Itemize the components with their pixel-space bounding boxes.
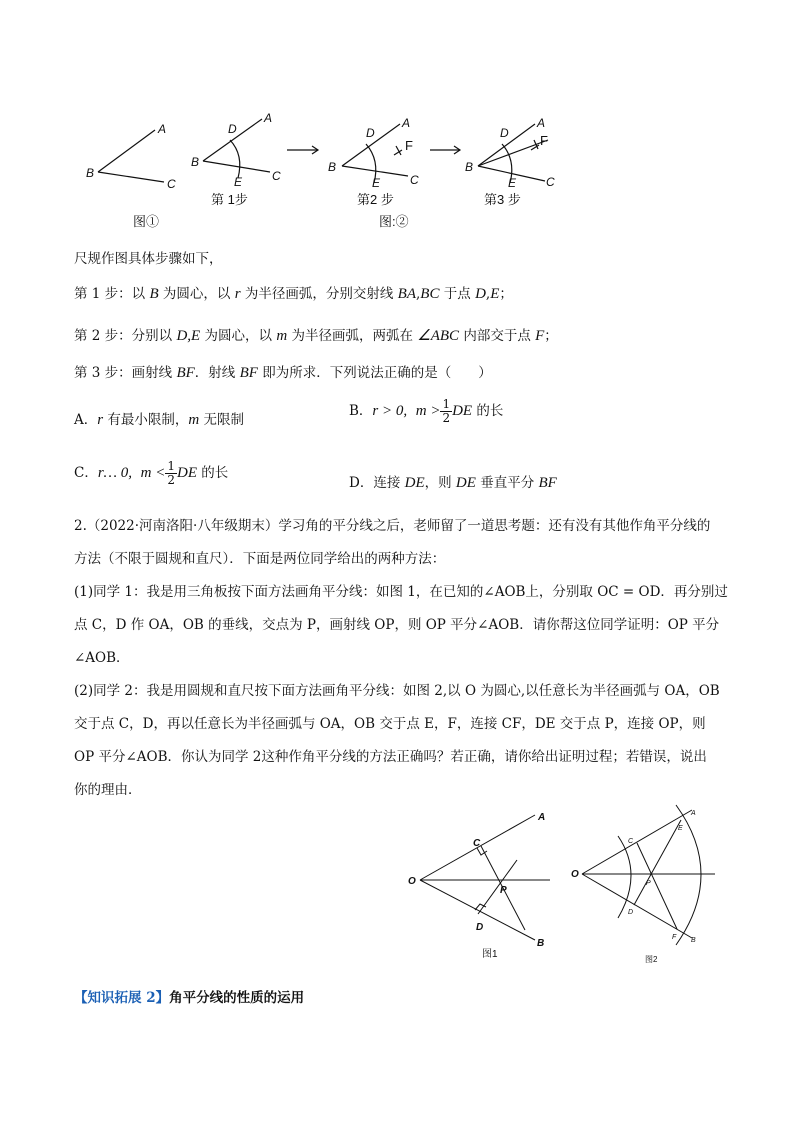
option-a[interactable]: A．r 有最小限制，m 无限制 bbox=[74, 412, 245, 428]
fig-label-E: E bbox=[372, 176, 381, 190]
fig2-label-B: B bbox=[691, 937, 696, 944]
step-3: 第 3 步：画射线 BF．射线 BF 即为所求．下列说法正确的是（ ） bbox=[74, 365, 492, 381]
fig1-label-A: A bbox=[538, 812, 546, 823]
fig2-label-F: F bbox=[672, 934, 677, 941]
fig-label-C: C bbox=[410, 173, 419, 187]
q2-part2-line4: 你的理由． bbox=[74, 782, 142, 798]
section-heading: 【知识拓展 2】角平分线的性质的运用 bbox=[74, 990, 305, 1006]
fig-label-D: D bbox=[500, 126, 509, 140]
fig-label-E: E bbox=[508, 176, 517, 190]
q2-part2-line1: (2)同学 2：我是用圆规和直尺按下面方法画角平分线：如图 2,以 O 为圆心,以任意长为半径画弧与 OA，OB bbox=[74, 683, 720, 699]
q2-part1-line3: ∠AOB． bbox=[74, 650, 130, 666]
q2-intro-2: 方法（不限于圆规和直尺）．下面是两位同学给出的两种方法： bbox=[74, 551, 446, 567]
fig2-label-D: D bbox=[628, 909, 634, 916]
q2-intro-1: 2.（2022·河南洛阳·八年级期末）学习角的平分线之后，老师留了一道思考题：还有没有其他作角平分线的 bbox=[74, 518, 711, 534]
fig-label-B: B bbox=[465, 160, 474, 174]
fig2-label-P: P bbox=[646, 880, 651, 887]
option-c[interactable]: C．r… 0, m < $\frac{1}{2}$ DE 的长 bbox=[74, 459, 229, 487]
fig-label-C: C bbox=[272, 169, 281, 183]
fig-label-B: B bbox=[86, 166, 95, 180]
fig2-label-A: A bbox=[691, 810, 696, 817]
fig-label-D: D bbox=[228, 122, 237, 136]
step-2: 第 2 步：分别以 D,E 为圆心，以 m 为半径画弧，两弧在 ∠ABC 内部交于点 F； bbox=[74, 328, 558, 344]
fig-label-A: A bbox=[158, 122, 167, 136]
q2-part2-line3: OP 平分∠AOB．你认为同学 2这种作角平分线的方法正确吗？若正确，请你给出证明过程；若错误，说出 bbox=[74, 749, 707, 765]
question-2 bbox=[74, 510, 734, 807]
q2-part1-line2: 点 C，D 作 OA，OB 的垂线，交点为 P，画射线 OP，则 OP 平分∠AOB．请你帮这位同学证明：OP 平分 bbox=[74, 617, 720, 633]
fig-label-A: A bbox=[264, 111, 273, 125]
fig2-label-E: E bbox=[678, 825, 683, 832]
fig-label-F: F bbox=[540, 133, 548, 148]
fig2-label-C: C bbox=[628, 838, 634, 845]
fig1-label-P: P bbox=[500, 885, 507, 896]
fig-label-C: C bbox=[167, 177, 176, 191]
intro-text: 尺规作图具体步骤如下， bbox=[74, 251, 223, 267]
fig-label-C: C bbox=[546, 175, 555, 189]
caption-fig-1: 图1 bbox=[482, 949, 498, 960]
fig-label-B: B bbox=[328, 160, 337, 174]
caption-step2: 第2 步 bbox=[357, 192, 394, 207]
caption-fig-2: 图2 bbox=[645, 955, 658, 964]
fig-label-B: B bbox=[191, 155, 200, 169]
option-b[interactable]: B．r > 0, m > $\frac{1}{2}$ DE 的长 bbox=[349, 397, 504, 425]
q2-part2-line2: 交于点 C，D，再以任意长为半径画弧与 OA，OB 交于点 E，F，连接 CF，DE 交于点 P，连接 OP，则 bbox=[74, 716, 706, 732]
step-1: 第 1 步：以 B 为圆心，以 r 为半径画弧，分别交射线 BA,BC 于点 D,E； bbox=[74, 286, 513, 302]
fig1-label-O: O bbox=[408, 876, 416, 887]
caption-fig1: 图① bbox=[133, 214, 160, 229]
fig-label-A: A bbox=[402, 116, 411, 130]
construction-steps-figure bbox=[0, 100, 794, 240]
fig-label-A: A bbox=[537, 116, 546, 130]
fig1-label-C: C bbox=[473, 838, 481, 849]
fig1-label-B: B bbox=[537, 938, 545, 949]
caption-fig2: 图:② bbox=[379, 214, 409, 229]
q2-part1-line1: (1)同学 1：我是用三角板按下面方法画角平分线：如图 1，在已知的∠AOB上，分别取 OC = OD．再分别过 bbox=[74, 584, 728, 600]
fig-label-D: D bbox=[366, 126, 375, 140]
fig-label-E: E bbox=[234, 175, 243, 189]
option-d[interactable]: D．连接 DE，则 DE 垂直平分 BF bbox=[349, 475, 557, 491]
fig-label-F: F bbox=[405, 138, 413, 153]
angle-bisector-figures bbox=[0, 800, 794, 970]
fig1-label-D: D bbox=[476, 922, 484, 933]
fig2-label-O: O bbox=[571, 869, 579, 880]
caption-step3: 第3 步 bbox=[484, 192, 521, 207]
caption-step1: 第 1步 bbox=[211, 192, 248, 207]
